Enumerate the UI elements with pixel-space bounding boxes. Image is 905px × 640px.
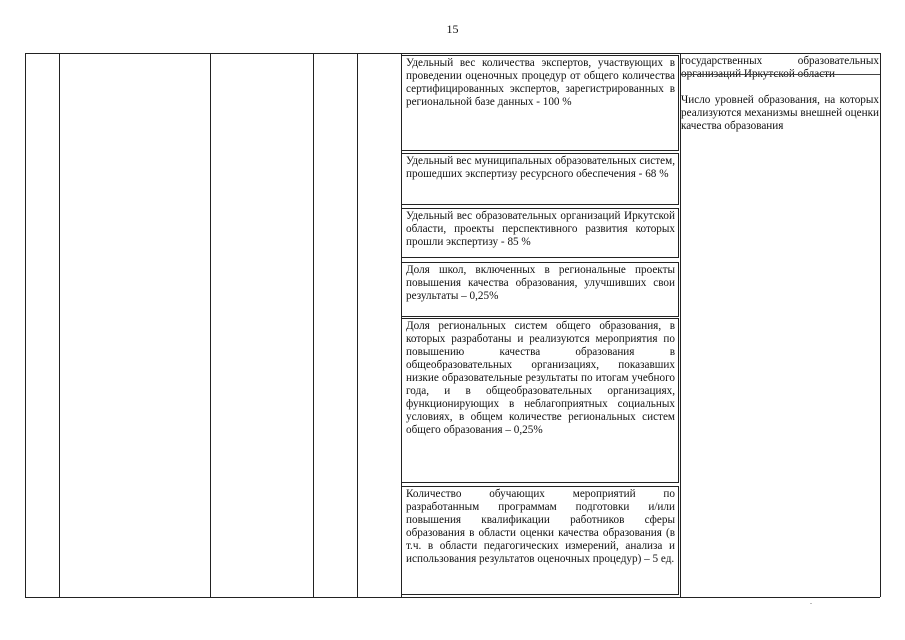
table-column-border	[210, 53, 211, 597]
scan-speck	[810, 603, 812, 604]
table-column-border	[357, 53, 358, 597]
table-column-border	[680, 53, 681, 597]
indicator-cell: Доля региональных систем общего образования, в которых разработаны и реализуются мероприятия по повышению качества образования в общеобразовательных организациях, показавших низкие образовательные результаты по итогам учебного года, и в общеобразовательных организациях, функционирующих в неблагоприятных социальных условиях, в общем количестве региональных систем общего образования – 0,25%	[401, 318, 679, 483]
table-column-border	[59, 53, 60, 597]
right-column-text: государственных образовательных организаций Иркутской области	[681, 55, 879, 80]
indicator-cell: Количество обучающих мероприятий по разработанным программам подготовки и/или повышения квалификации работников сферы образования в области оценки качества образования (в т.ч. в области педагогических измерений, анализа и использования результатов оценочных процедур) – 5 ед.	[401, 486, 679, 595]
indicator-cell: Удельный вес муниципальных образовательных систем, прошедших экспертизу ресурсного обеспечения - 68 %	[401, 153, 679, 205]
right-column-text: Число уровней образования, на которых реализуются механизмы внешней оценки качества образования	[681, 94, 879, 132]
table-column-border	[25, 53, 26, 597]
indicator-cell: Доля школ, включенных в региональные проекты повышения качества образования, улучшивших свои результаты – 0,25%	[401, 262, 679, 317]
table-column-border	[880, 53, 881, 597]
indicator-cell: Удельный вес количества экспертов, участвующих в проведении оценочных процедур от общего количества сертифицированных экспертов, зарегистрированных в региональной базе данных - 100 %	[401, 55, 679, 151]
page-number: 15	[446, 22, 459, 36]
indicator-cell: Удельный вес образовательных организаций Иркутской области, проекты перспективного развития которых прошли экспертизу - 85 %	[401, 208, 679, 258]
table-column-border	[313, 53, 314, 597]
right-column-divider	[681, 74, 880, 75]
right-column	[681, 55, 879, 133]
